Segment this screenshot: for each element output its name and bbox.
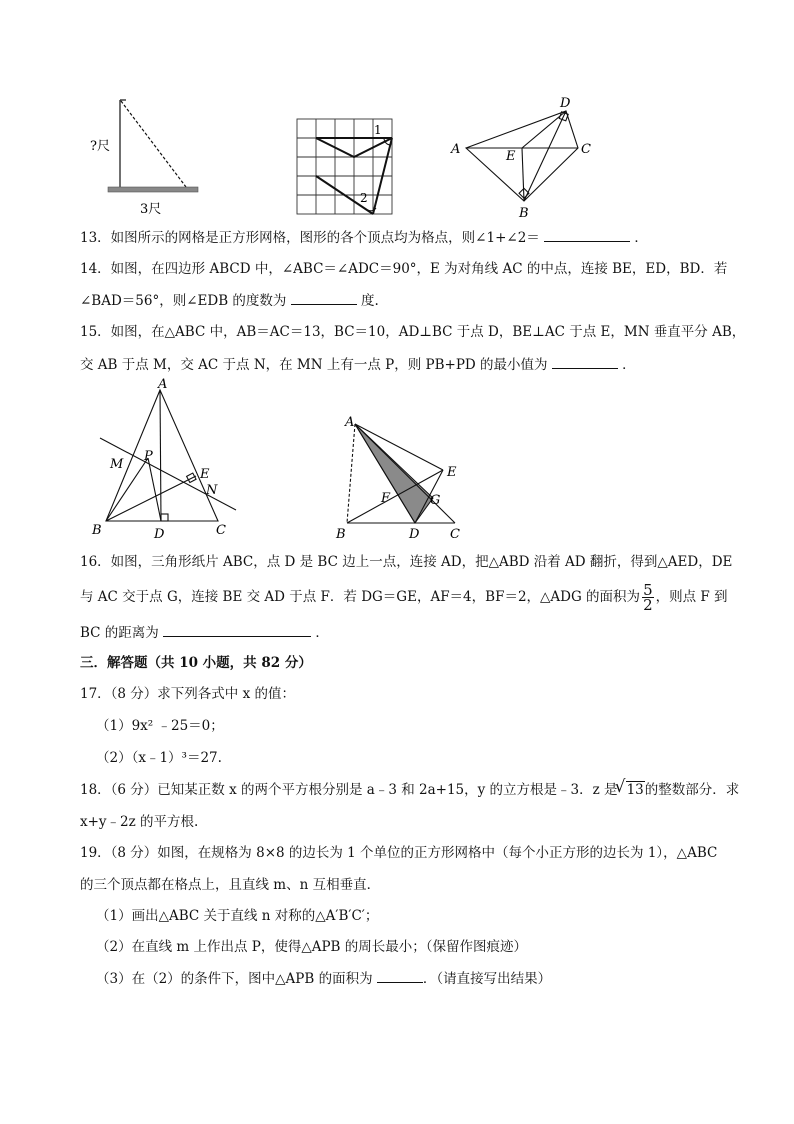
- tri15-label-a: A: [158, 378, 168, 392]
- tri16-label-d: D: [409, 527, 420, 542]
- q15-end: ．: [622, 357, 636, 373]
- q16-line2: [80, 583, 728, 612]
- sqrt-13: [618, 780, 645, 800]
- ground: [108, 187, 198, 192]
- q16-text-c: BC 的距离为: [80, 625, 159, 641]
- ladder-line: [121, 101, 186, 187]
- angle1-label: 1: [374, 123, 382, 137]
- tri15-label-d: D: [154, 527, 165, 542]
- tri15-ad: [160, 390, 161, 521]
- q19-part3-end: ．（请直接写出结果）: [422, 971, 552, 987]
- q16-line3: [80, 622, 329, 643]
- frac-numerator: 5: [643, 581, 653, 599]
- sqrt-radicand: 13: [626, 782, 644, 798]
- tri15-figure: [88, 378, 248, 543]
- q15-text: 交 AB 于点 M，交 AC 于点 N，在 MN 上有一点 P，则 PB+PD 的最小值为: [80, 357, 548, 373]
- tri15-label-e: E: [200, 467, 210, 482]
- tri16-label-c: C: [450, 527, 460, 542]
- q16-text-b: ，则点 F 到: [655, 589, 728, 605]
- q14-line1: 14．如图，在四边形 ABCD 中，∠ABC＝∠ADC＝90°，E 为对角线 AC 的中点，连接 BE，ED，BD．若: [80, 261, 728, 277]
- q17-intro: 17．（8 分）求下列各式中 x 的值：: [80, 686, 296, 702]
- tri16-shaded: [355, 424, 433, 523]
- q19-part1: （1）画出△ABC 关于直线 n 对称的△A′B′C′；: [96, 908, 379, 924]
- q16-end: ．: [315, 625, 329, 641]
- q19-line1: 19．（8 分）如图，在规格为 8×8 的边长为 1 个单位的正方形网格中（每个小正方形的边长为 1），△ABC: [80, 845, 718, 861]
- q17-part1: （1）9x² ﹣25＝0；: [96, 718, 224, 734]
- q19-answer-blank[interactable]: [377, 968, 423, 983]
- q18-line2: x+y﹣2z 的平方根.: [80, 814, 199, 830]
- frac-denominator: 2: [643, 596, 653, 614]
- tri16-ae: [355, 424, 443, 470]
- tri16-label-g: G: [430, 493, 441, 508]
- tri15-right-d: [161, 514, 168, 521]
- q14-answer-blank[interactable]: [291, 290, 357, 305]
- tri16-label-f: F: [381, 491, 391, 506]
- q14-end: 度.: [361, 293, 379, 309]
- tri15-label-b: B: [92, 523, 102, 538]
- tri15-label-m: M: [110, 457, 124, 472]
- tri15-abc: [106, 390, 218, 521]
- tri16-label-a: A: [345, 415, 355, 430]
- q13-line: [80, 227, 648, 248]
- tri16-label-e: E: [447, 465, 457, 480]
- q13-end: ．: [634, 230, 648, 246]
- tri15-label-n: N: [206, 483, 218, 498]
- label-e: E: [506, 149, 516, 164]
- section3-title: 三．解答题（共 10 小题，共 82 分）: [80, 655, 312, 671]
- tri16-ab: [347, 424, 355, 523]
- q19-part3-text: （3）在（2）的条件下，图中△APB 的面积为: [96, 971, 373, 987]
- q16-fraction: [642, 583, 654, 612]
- q18-text-a: 18．（6 分）已知某正数 x 的两个平方根分别是 a﹣3 和 2a+15，y 的立方根是﹣3．z 是: [80, 782, 618, 798]
- seg-be: [522, 148, 524, 201]
- label-b: B: [519, 206, 529, 221]
- angle2-label: 2: [360, 191, 368, 205]
- grid-figure: [290, 112, 400, 222]
- q18-text-b: 的整数部分．求: [644, 782, 740, 798]
- q15-line2: [80, 354, 636, 375]
- q16-line1: 16．如图，三角形纸片 ABC，点 D 是 BC 边上一点，连接 AD，把△ABD 沿着 AD 翻折，得到△AED，DE: [80, 554, 733, 570]
- q19-part2: （2）在直线 m 上作出点 P，使得△APB 的周长最小；（保留作图痕迹）: [96, 939, 528, 955]
- quad-figure: [448, 93, 598, 223]
- q14-text: ∠BAD＝56°，则∠EDB 的度数为: [80, 293, 287, 309]
- q19-part3: [96, 968, 551, 989]
- q15-answer-blank[interactable]: [552, 354, 618, 369]
- label-d: D: [560, 96, 571, 111]
- q13-answer-blank[interactable]: [544, 227, 630, 242]
- q14-line2: [80, 290, 379, 311]
- label-c: C: [581, 142, 591, 157]
- tri16-figure: [335, 410, 485, 545]
- tri15-label-c: C: [216, 523, 226, 538]
- label-a: A: [451, 142, 461, 157]
- tri15-be: [106, 476, 196, 521]
- tri16-ac: [355, 424, 455, 523]
- tri15-label-p: P: [144, 449, 153, 464]
- q13-text: 13．如图所示的网格是正方形网格，图形的各个顶点均为格点，则∠1+∠2＝: [80, 230, 540, 246]
- tri16-label-b: B: [336, 527, 346, 542]
- q18-line1: [80, 780, 739, 800]
- height-label: ?尺: [90, 139, 110, 154]
- q17-part2: （2）（x﹣1）³＝27.: [96, 750, 222, 766]
- ladder-figure: [88, 95, 208, 220]
- base-label: 3尺: [140, 202, 162, 217]
- q16-answer-blank[interactable]: [163, 622, 311, 637]
- q15-line1: 15．如图，在△ABC 中，AB＝AC＝13，BC＝10，AD⊥BC 于点 D，BE⊥AC 于点 E，MN 垂直平分 AB，: [80, 324, 746, 340]
- q19-line2: 的三个顶点都在格点上，且直线 m、n 互相垂直．: [80, 877, 381, 893]
- q16-text-a: 与 AC 交于点 G，连接 BE 交 AD 于点 F．若 DG＝GE，AF＝4，BF＝2，△ADG 的面积为: [80, 589, 641, 605]
